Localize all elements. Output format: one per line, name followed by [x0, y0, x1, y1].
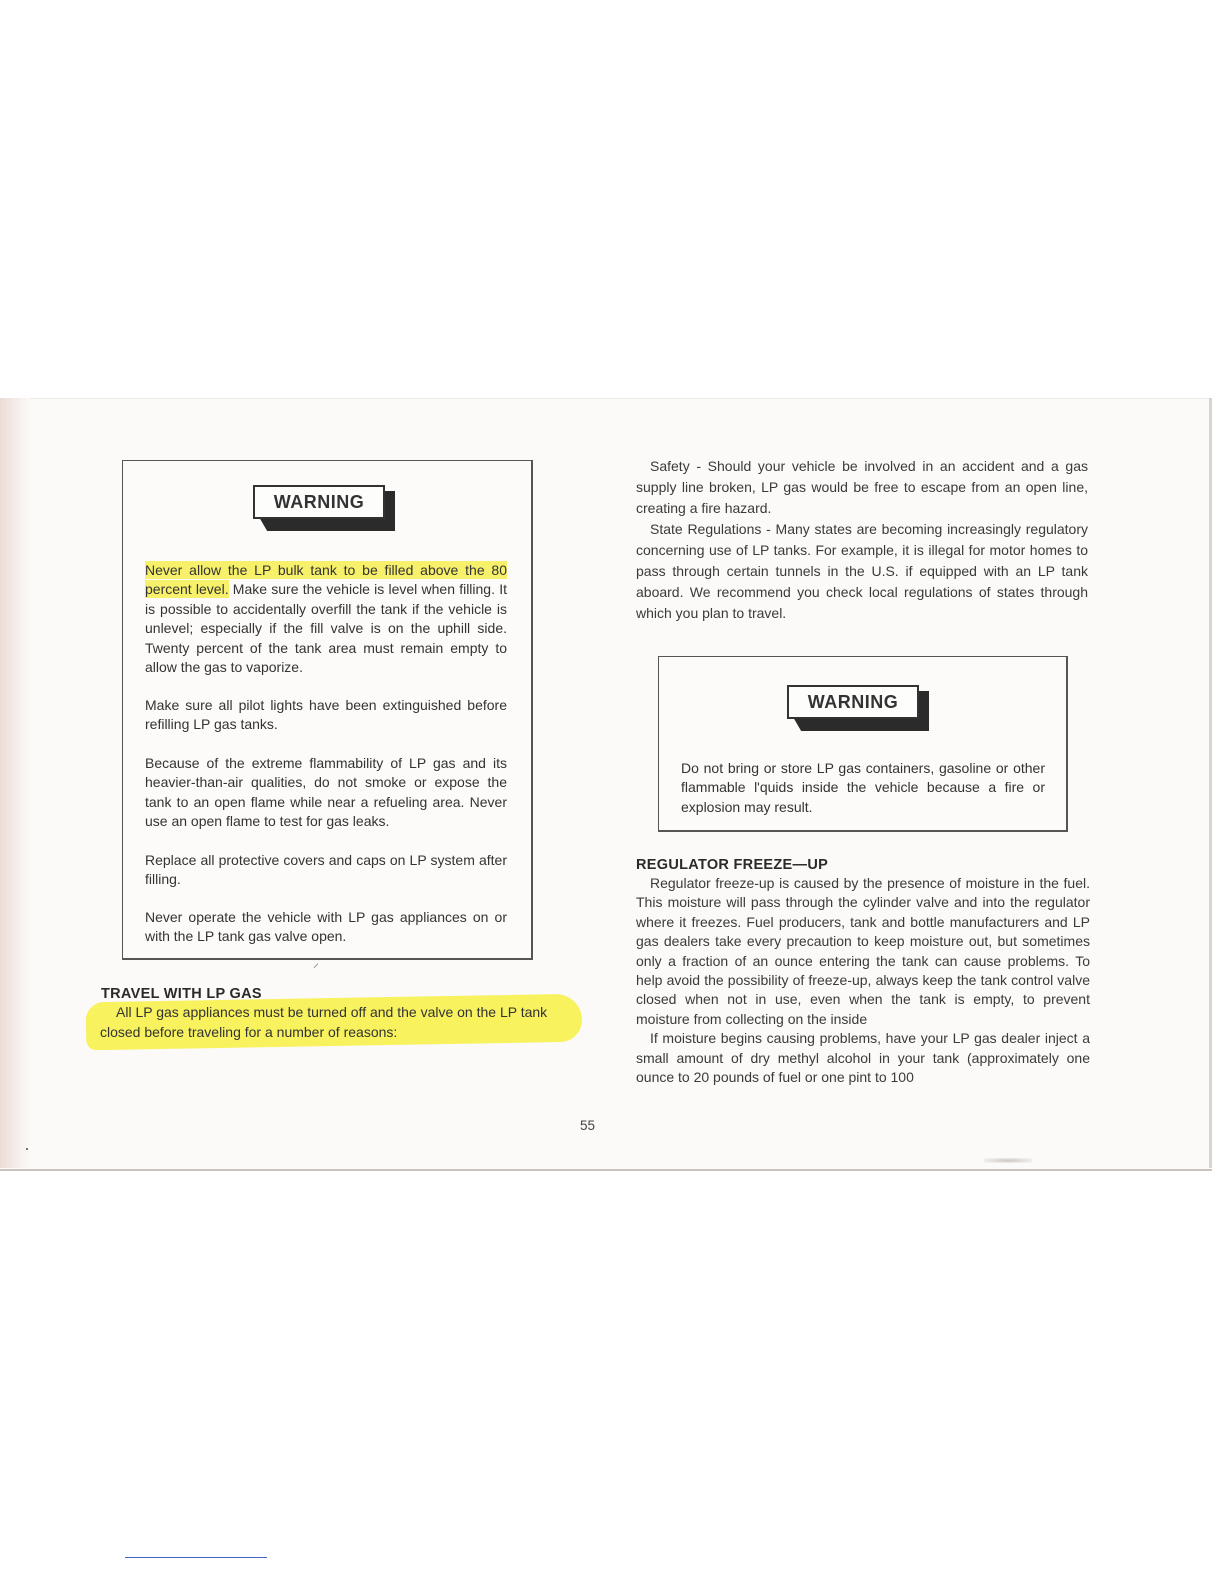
left-warning-para-5: Never operate the vehicle with LP gas appliances on or with the LP tank gas valve open.: [145, 909, 507, 945]
travel-text: All LP gas appliances must be turned off and the valve on the LP tank closed before traveling for a number of reasons:: [100, 1004, 548, 1040]
safety-paragraph: Safety - Should your vehicle be involved in an accident and a gas supply line broken, LP gas would be free to escape from an open line, creating a fire hazard.: [636, 458, 1088, 516]
bottom-rule: [125, 1557, 267, 1558]
scan-dot: [26, 1148, 28, 1150]
regulator-heading: REGULATOR FREEZE—UP: [636, 857, 829, 873]
left-warning-para-2: Make sure all pilot lights have been extinguished before refilling LP gas tanks.: [145, 697, 507, 733]
left-warning-para-1: [145, 561, 507, 677]
travel-heading: TRAVEL WITH LP GAS: [101, 986, 262, 1002]
left-warning-badge: [253, 485, 397, 523]
left-warning-label: WARNING: [253, 485, 385, 519]
left-warning-highlight: Never allow the LP bulk tank to be filled above the 80 percent level.: [145, 562, 507, 598]
page-edge-right: [1209, 398, 1212, 1168]
right-warning-text: Do not bring or store LP gas containers, gasoline or other flammable l'quids inside the vehicle because a fire or explosion may result.: [681, 760, 1045, 815]
right-warning-label: WARNING: [787, 685, 919, 719]
regulator-paragraph-2: If moisture begins causing problems, have your LP gas dealer inject a small amount of dry methyl alcohol in your tank (approximately one ounce to 20 pounds of fuel or one pint to 100: [636, 1030, 1090, 1086]
right-column-intro: [636, 456, 1088, 624]
regulator-body: [636, 874, 1090, 1087]
badge-shadow-bottom: [793, 717, 929, 731]
page-edge-left: [0, 398, 30, 1168]
left-warning-para-1-rest: Make sure the vehicle is level when filling. It is possible to accidentally overfill the tank if the vehicle is unlevel; especially if the fill valve is on the uphill side. Twenty percent of the tank area must remain empty to allow the gas to vaporize.: [145, 581, 507, 676]
right-warning-badge: [787, 685, 931, 723]
left-warning-para-3: Because of the extreme flammability of LP gas and its heavier-than-air qualities, do not smoke or expose the tank to an open flame while near a refueling area. Never use an open flame to test for gas leaks.: [145, 755, 507, 830]
scan-smudge: [984, 1158, 1032, 1163]
right-warning-box: [658, 656, 1068, 832]
state-regulations-paragraph: State Regulations - Many states are becoming increasingly regulatory concerning use of LP tanks. For example, it is illegal for motor homes to pass through certain tunnels in the U.S. if equipped with an LP tank aboard. We recommend you check local regulations of states through which you plan to travel.: [636, 521, 1088, 621]
left-warning-para-4: Replace all protective covers and caps on LP system after filling.: [145, 852, 507, 888]
left-warning-box: [122, 460, 533, 960]
pencil-mark: ⸝: [313, 956, 320, 970]
regulator-paragraph-1: Regulator freeze-up is caused by the presence of moisture in the fuel. This moisture will pass through the cylinder valve and into the regulator where it freezes. Fuel producers, tank and bottle manufacturers and LP gas dealers take every precaution to keep moisture out, but sometimes only a fraction of an ounce entering the tank can cause problems. To help avoid the possibility of freeze-up, always keep the tank control valve closed when not in use, even when the tank is empty, to prevent moisture from collecting on the inside: [636, 875, 1090, 1027]
badge-shadow-bottom: [259, 517, 395, 531]
page-number: 55: [580, 1118, 596, 1133]
